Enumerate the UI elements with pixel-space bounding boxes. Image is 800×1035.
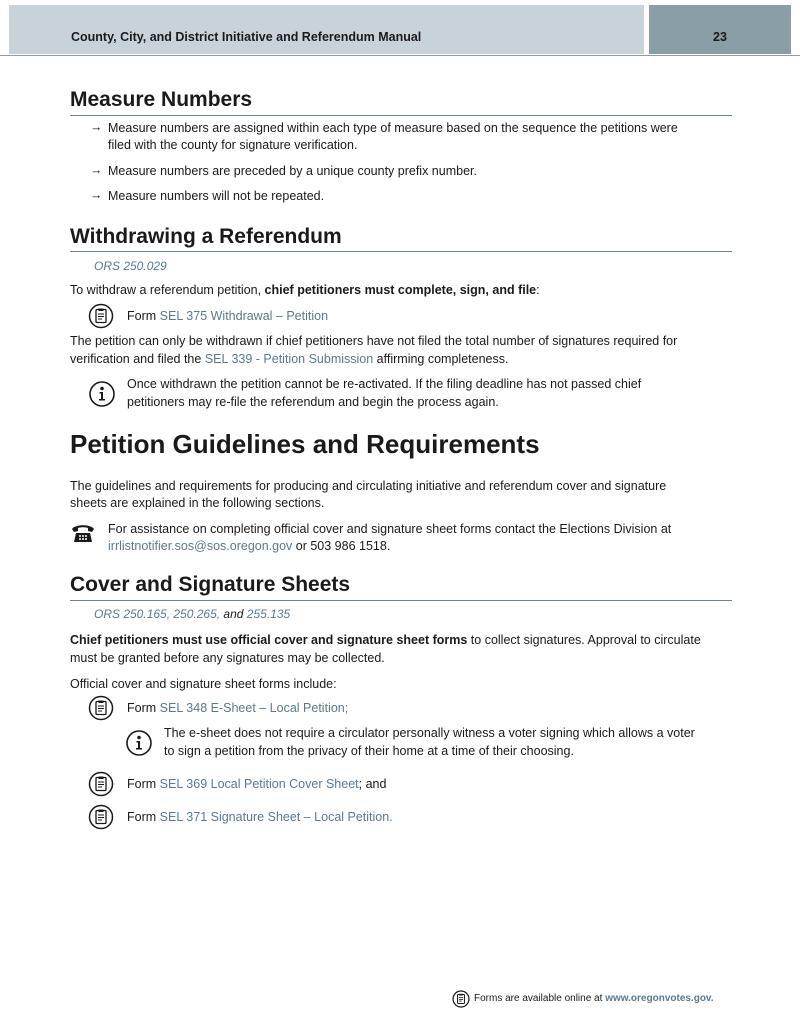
website-link[interactable]: www.oregonvotes.gov.: [605, 993, 714, 1004]
forms-intro: Official cover and signature sheet forms include:: [70, 677, 337, 691]
guidelines-paragraph-2: sheets are explained in the following sections.: [70, 496, 325, 510]
ors-link[interactable]: ORS 250.165, 250.265,: [94, 607, 221, 621]
heading-guidelines: Petition Guidelines and Requirements: [70, 429, 540, 459]
arrow-icon: →: [90, 188, 103, 202]
telephone-icon: [71, 522, 95, 544]
form-icon: [88, 804, 114, 830]
bullet-text: filed with the county for signature verification.: [108, 138, 358, 152]
info-icon: [125, 729, 153, 757]
page-number: 23: [713, 30, 727, 44]
form-icon: [88, 771, 114, 797]
contact-text: For assistance on completing official cover and signature sheet forms contact the Elections Division at: [108, 522, 672, 536]
withdraw-note-2: petitioners may re-file the referendum and begin the process again.: [127, 395, 499, 409]
bullet-text: Measure numbers will not be repeated.: [108, 189, 325, 203]
heading-withdrawing: Withdrawing a Referendum: [70, 225, 342, 248]
manual-title: County, City, and District Initiative and Referendum Manual: [71, 30, 422, 44]
form-icon: [452, 990, 470, 1008]
form-item: Form SEL 369 Local Petition Cover Sheet; and: [127, 777, 387, 791]
form-item: Form SEL 375 Withdrawal – Petition: [127, 309, 329, 323]
guidelines-paragraph: The guidelines and requirements for producing and circulating initiative and referendum cover and signature: [70, 479, 667, 493]
cover-paragraph: Chief petitioners must use official cover and signature sheet forms to collect signatures. Approval to circulate: [70, 633, 701, 647]
section-rule: [70, 600, 732, 601]
esheet-note-2: to sign a petition from the privacy of their home at a time of their choosing.: [164, 744, 574, 758]
email-link[interactable]: irrlistnotifier.sos@sos.oregon.gov: [108, 539, 293, 553]
form-link[interactable]: SEL 348 E-Sheet – Local Petition;: [159, 701, 349, 715]
section-rule: [70, 251, 732, 252]
ors-reference: ORS 250.165, 250.265, and 255.135: [94, 607, 291, 621]
heading-measure-numbers: Measure Numbers: [70, 88, 253, 111]
form-item: Form SEL 348 E-Sheet – Local Petition;: [127, 701, 349, 715]
footer-note: Forms are available online at www.oregonvotes.gov.: [474, 993, 714, 1004]
info-icon: [88, 380, 116, 408]
withdraw-note: Once withdrawn the petition cannot be re-activated. If the filing deadline has not passed chief: [127, 377, 642, 391]
form-link[interactable]: SEL 339 - Petition Submission: [204, 352, 374, 366]
section-rule: [70, 115, 732, 116]
heading-cover-sheets: Cover and Signature Sheets: [70, 573, 351, 596]
form-item: Form SEL 371 Signature Sheet – Local Petition.: [127, 810, 393, 824]
ors-link[interactable]: 255.135: [246, 607, 291, 621]
form-icon: [88, 303, 114, 329]
esheet-note: The e-sheet does not require a circulator personally witness a voter signing which allows a voter: [164, 726, 695, 740]
bullet-text: Measure numbers are preceded by a unique county prefix number.: [108, 164, 477, 178]
ors-reference[interactable]: ORS 250.029: [94, 259, 167, 273]
bullet-text: Measure numbers are assigned within each type of measure based on the sequence the petitions were: [108, 121, 678, 135]
withdraw-paragraph: The petition can only be withdrawn if chief petitioners have not filed the total number of signatures required for: [70, 334, 678, 348]
form-icon: [88, 695, 114, 721]
contact-text-2: irrlistnotifier.sos@sos.oregon.gov or 503 986 1518.: [108, 539, 391, 553]
withdraw-intro: To withdraw a referendum petition, chief petitioners must complete, sign, and file:: [70, 283, 540, 297]
form-link[interactable]: SEL 369 Local Petition Cover Sheet: [159, 777, 359, 791]
form-link[interactable]: SEL 371 Signature Sheet – Local Petition.: [159, 810, 393, 824]
header-divider: [0, 55, 800, 56]
arrow-icon: →: [90, 120, 103, 134]
form-link[interactable]: SEL 375 Withdrawal – Petition: [159, 309, 329, 323]
withdraw-paragraph-2: verification and filed the SEL 339 - Petition Submission affirming completeness.: [70, 352, 509, 366]
cover-paragraph-2: must be granted before any signatures may be collected.: [70, 651, 385, 665]
arrow-icon: →: [90, 163, 103, 177]
